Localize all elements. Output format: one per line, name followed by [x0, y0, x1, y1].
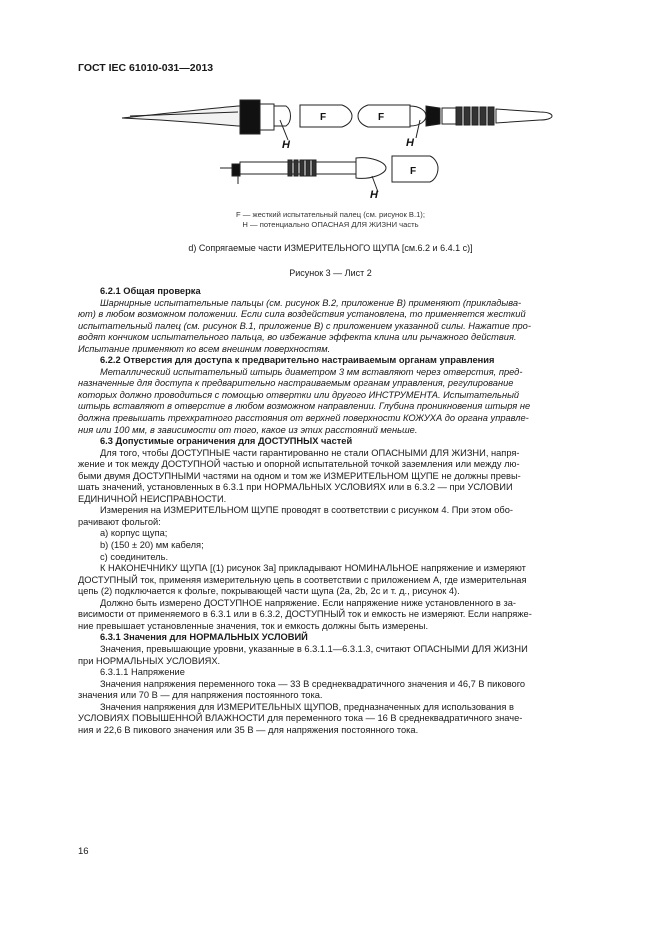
heading-6-3-1: 6.3.1 Значения для НОРМАЛЬНЫХ УСЛОВИЙ: [100, 632, 308, 643]
text-line: Значения напряжения переменного тока — 33 В среднеквадратичного значения и 46,7 В пикового: [100, 678, 526, 689]
text-line: Должно быть измерено ДОСТУПНОЕ напряжение. Если напряжение ниже установленного в за-: [100, 597, 516, 608]
list-item: c) соединитель.: [100, 551, 169, 562]
text-line: испытательный палец (см. рисунок В.1, приложение В) с приложением указанной силы. Нажатие про-: [78, 320, 531, 331]
text-line: Для того, чтобы ДОСТУПНЫЕ части гарантированно не стали ОПАСНЫМИ ДЛЯ ЖИЗНИ, напря-: [100, 447, 520, 458]
text-line: при НОРМАЛЬНЫХ УСЛОВИЯХ.: [78, 655, 221, 666]
label-F1: F: [320, 112, 327, 123]
figure-legend-H: H — потенциально ОПАСНАЯ ДЛЯ ЖИЗНИ часть: [242, 220, 419, 229]
label-F3: F: [410, 166, 417, 177]
text-line: шать значений, установленных в 6.3.1 при НОРМАЛЬНЫХ УСЛОВИЯХ или в 6.3.2 — при УСЛОВИИ: [78, 482, 513, 493]
figure-caption: Рисунок 3 — Лист 2: [289, 268, 372, 278]
text-line: К НАКОНЕЧНИКУ ЩУПА [(1) рисунок 3а] прикладывают НОМИНАЛЬНОЕ напряжение и измеряют: [100, 563, 526, 574]
text-line: которых должно проводиться с помощью отвертки или другого ИНСТРУМЕНТА. Испытательный: [78, 389, 520, 400]
text-line: ЕДИНИЧНОЙ НЕИСПРАВНОСТИ.: [78, 493, 227, 504]
text-line: висимости от применяемого в 6.3.1 или в 6.3.2, ДОСТУПНЫЙ ток и емкость не измеряют. Если напряже-: [78, 609, 532, 620]
text-line: ют) в любом возможном положении. Если сила воздействия установлена, то применяется жесткий: [78, 309, 526, 320]
text-line: рачивают фольгой:: [78, 516, 161, 527]
label-H3: H: [370, 189, 378, 201]
text-line: УСЛОВИЯХ ПОВЫШЕННОЙ ВЛАЖНОСТИ для переменного тока — 16 В среднеквадратичного значе-: [78, 713, 523, 724]
page-number: 16: [78, 846, 89, 857]
text-line: ния и 22,6 В пикового значения или 35 В — для напряжения постоянного тока.: [78, 724, 419, 735]
text-line: жение и ток между ДОСТУПНОЙ частью и опорной испытательной точкой заземления или между лю-: [78, 459, 520, 470]
text-line: Значения, превышающие уровни, указанные в 6.3.1.1—6.3.1.3, считают ОПАСНЫМИ ДЛЯ ЖИЗНИ: [100, 643, 528, 654]
probe-flange: [240, 100, 260, 134]
text-line: Металлический испытательный штырь диаметром 3 мм вставляют через отверстия, пред-: [100, 366, 523, 377]
label-H1: H: [282, 139, 290, 151]
document-header: ГОСТ IEC 61010-031—2013: [78, 62, 214, 74]
probe-body-lower: [240, 160, 316, 176]
figure-legend-F: F — жесткий испытательный палец (см. рисунок В.1);: [236, 210, 425, 219]
heading-6-3: 6.3 Допустимые ограничения для ДОСТУПНЫХ частей: [100, 436, 353, 447]
list-item: b) (150 ± 20) мм кабеля;: [100, 540, 204, 551]
text-line: штырь вставляют в отверстие в любом возможном направлении. Глубина проникновения штыря не: [78, 401, 531, 412]
text-line: ния или 100 мм, в зависимости от того, какое из этих расстояний меньше.: [78, 424, 418, 435]
text-line: Значения напряжения для ИЗМЕРИТЕЛЬНЫХ ЩУПОВ, предназначенных для использования в: [100, 701, 514, 712]
section-6-2-2: [78, 367, 613, 436]
text-line: ние превышает установленные значения, ток и емкость должны быть измерены.: [78, 620, 429, 631]
section-6-2-1: [78, 298, 613, 356]
text-line: водят кончиком испытательного пальца, во избежание эффекта клина или рычажного действия.: [78, 332, 517, 343]
probe-figure: [120, 92, 560, 207]
heading-6-2-1: 6.2.1 Общая проверка: [100, 286, 201, 296]
text-line: Испытание применяют ко всем внешним поверхностям.: [78, 343, 331, 354]
body-text: [78, 286, 613, 736]
label-F2: F: [378, 112, 385, 123]
list-item: a) корпус щупа;: [100, 528, 168, 539]
subheading-6-3-1-1: 6.3.1.1 Напряжение: [100, 667, 185, 678]
text-line: Измерения на ИЗМЕРИТЕЛЬНОМ ЩУПЕ проводят в соответствии с рисунком 4. При этом обо-: [100, 505, 513, 516]
text-line: значения или 70 В — для напряжения постоянного тока.: [78, 690, 323, 701]
text-line: цепь (2) подключается к фольге, покрывающей части щупа (2а, 2b, 2с и т. д., рисунок 4).: [78, 586, 460, 597]
text-line: быми двумя ДОСТУПНЫМИ частями на одном и том же ИЗМЕРИТЕЛЬНОМ ЩУПЕ не должны превы-: [78, 470, 521, 481]
label-H2: H: [406, 137, 414, 149]
text-line: должна превышать трехкратного расстояния от верхней поверхности КОЖУХА до органа управле-: [78, 413, 529, 424]
text-line: Шарнирные испытательные пальцы (см. рисунок В.2, приложение В) применяют (прикладыва-: [100, 297, 522, 308]
text-line: ДОСТУПНЫЙ ток, применяя измерительную цепь в соответствии с приложением А, где измерительная: [78, 574, 527, 585]
text-line: назначенные для доступа к предварительно настраиваемым органам управления, регулирование: [78, 378, 514, 389]
figure-subcaption: d) Сопрягаемые части ИЗМЕРИТЕЛЬНОГО ЩУПА [см.6.2 и 6.4.1 с)]: [188, 243, 473, 253]
heading-6-2-2: 6.2.2 Отверстия для доступа к предварительно настраиваемым органам управления: [100, 355, 495, 366]
